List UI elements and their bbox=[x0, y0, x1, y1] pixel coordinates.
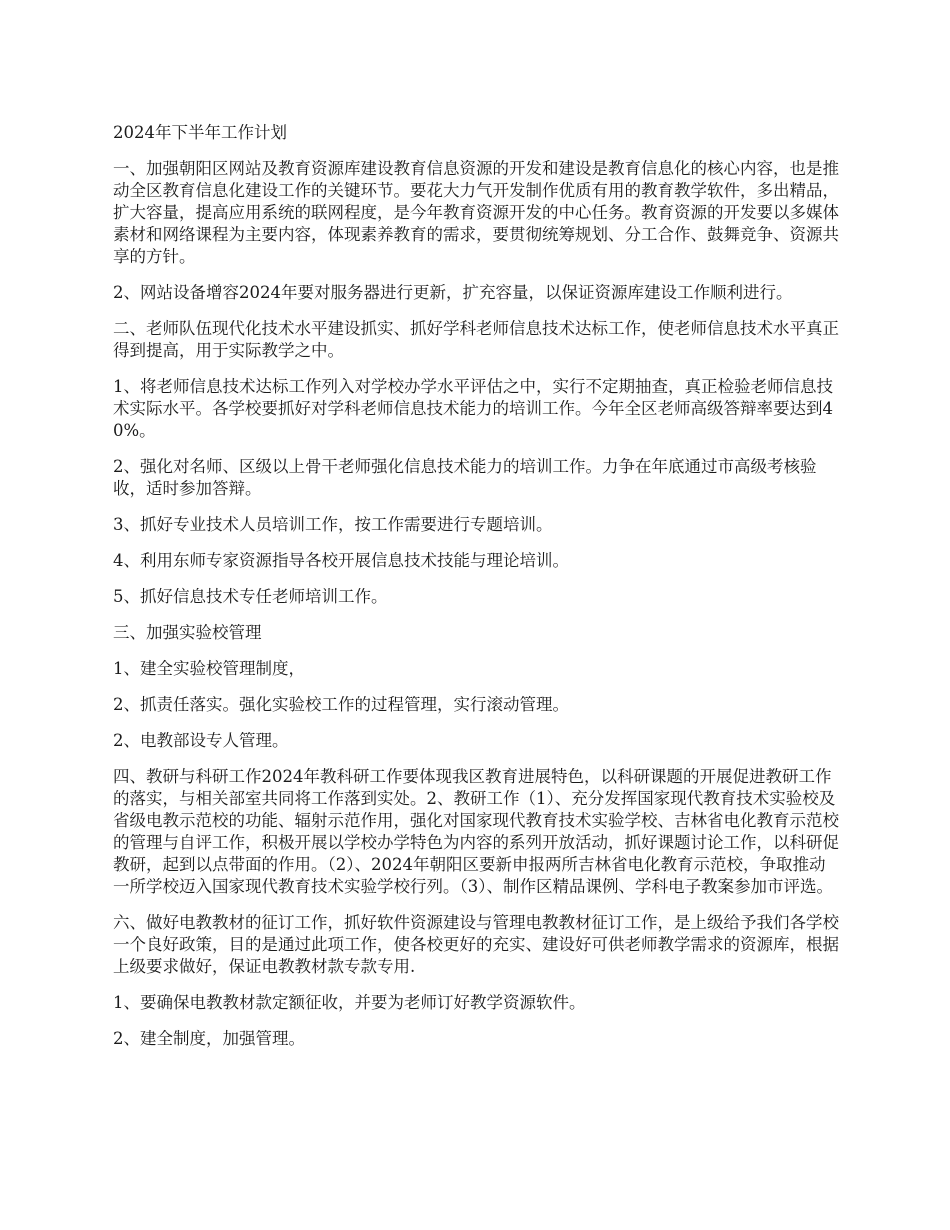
section-heading-experimental-school: 三、加强实验校管理 bbox=[113, 623, 262, 642]
document-title: 2024年下半年工作计划 bbox=[113, 123, 287, 142]
paragraph-teacher-team: 二、老师队伍现代化技术水平建设抓实、抓好学科老师信息技术达标工作，使老师信息技术水平真正得到提高，用于实际教学之中。 bbox=[113, 319, 839, 360]
document-body bbox=[113, 122, 840, 1064]
paragraph-website-equipment: 2、网站设备增容2024年要对服务器进行更新，扩充容量，以保证资源库建设工作顺利进行。 bbox=[113, 283, 793, 302]
paragraph-fund-collection: 1、要确保电教教材款定额征收，并要为老师订好教学资源软件。 bbox=[113, 993, 586, 1012]
paragraph-dedicated-manager: 2、电教部设专人管理。 bbox=[113, 731, 289, 750]
paragraph-expert-guidance: 4、利用东师专家资源指导各校开展信息技术技能与理论培训。 bbox=[113, 551, 569, 570]
paragraph-website-resource-library: 一、加强朝阳区网站及教育资源库建设教育信息资源的开发和建设是教育信息化的核心内容，也是推动全区教育信息化建设工作的关键环节。要花大力气开发制作优质有用的教育教学软件，多出精品，扩大容量，提高应用系统的联网程度，是今年教育资源开发的中心任务。教育资源的开发要以多媒体素材和网络课程为主要内容，体现素养教育的需求，要贯彻统筹规划、分工合作、鼓舞竞争、资源共享的方针。 bbox=[113, 159, 839, 266]
paragraph-key-teacher-training: 2、强化对名师、区级以上骨干老师强化信息技术能力的培训工作。力争在年底通过市高级考核验收，适时参加答辩。 bbox=[113, 457, 817, 498]
paragraph-responsibility: 2、抓责任落实。强化实验校工作的过程管理，实行滚动管理。 bbox=[113, 695, 569, 714]
paragraph-research-work: 四、教研与科研工作2024年教科研工作要体现我区教育进展特色，以科研课题的开展促进教研工作的落实，与相关部室共同将工作落到实处。2、教研工作（1）、充分发挥国家现代教育技术实验校及省级电教示范校的功能、辐射示范作用，强化对国家现代教育技术实验学校、吉林省电化教育示范校的管理与自评工作，积极开展以学校办学特色为内容的系列开放活动，抓好课题讨论工作，以科研促教研，起到以点带面的作用。（2）、2024年朝阳区要新申报两所吉林省电化教育示范校，争取推动一所学校迈入国家现代教育技术实验学校行列。（3）、制作区精品课例、学科电子教案参加市评选。 bbox=[113, 767, 839, 896]
paragraph-system-management: 2、建全制度，加强管理。 bbox=[113, 1029, 305, 1048]
paragraph-management-system: 1、建全实验校管理制度， bbox=[113, 659, 305, 678]
paragraph-teaching-materials: 六、做好电教教材的征订工作，抓好软件资源建设与管理电教教材征订工作，是上级给予我们各学校一个良好政策，目的是通过此项工作，使各校更好的充实、建设好可供老师教学需求的资源库，根据上级要求做好，保证电教教材款专款专用. bbox=[113, 913, 839, 976]
paragraph-teacher-evaluation: 1、将老师信息技术达标工作列入对学校办学水平评估之中，实行不定期抽查，真正检验老师信息技术实际水平。各学校要抓好对学科老师信息技术能力的培训工作。今年全区老师高级答辩率要达到40%。 bbox=[113, 377, 833, 440]
paragraph-professional-training: 3、抓好专业技术人员培训工作，按工作需要进行专题培训。 bbox=[113, 515, 553, 534]
paragraph-it-teacher-training: 5、抓好信息技术专任老师培训工作。 bbox=[113, 587, 388, 606]
